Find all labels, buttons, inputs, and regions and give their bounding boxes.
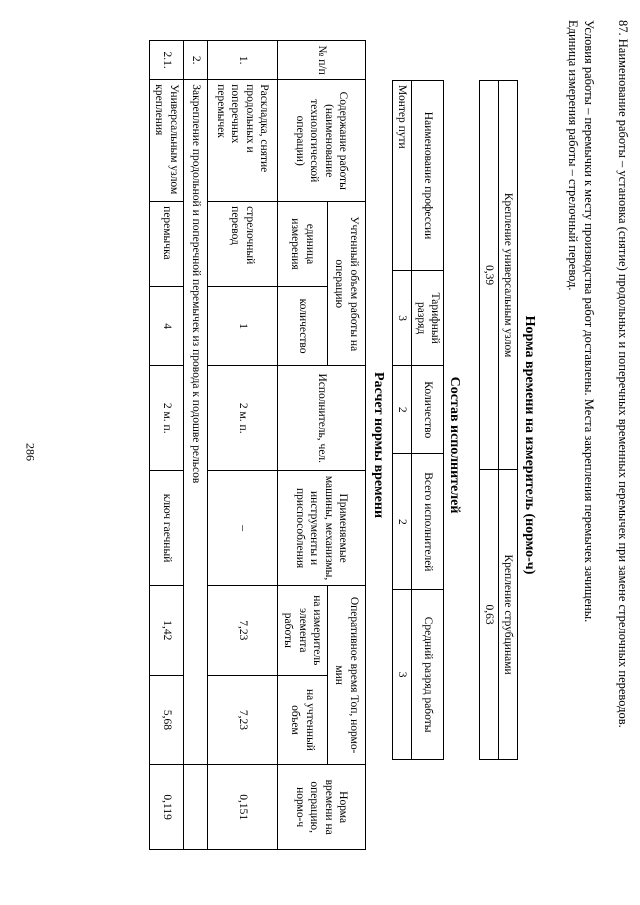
table-row [208,41,278,850]
table-row [184,41,208,850]
staff-table [392,80,444,760]
work-title: 87. Наименование работы – установка (снятие) продольных и поперечных временных перемычек при замене стрелочных переводов. [616,20,630,728]
row3-unit: перемычка [150,202,184,287]
staff-count: 2 [393,366,412,454]
row2-num: 2. [184,41,208,80]
row1-tools: – [208,471,278,586]
row3-qty: 4 [150,286,184,366]
norm-value-clamp: 0,63 [480,470,499,760]
row1-per-unit: 7,23 [208,585,278,675]
work-unit: Единица измерения работы – стрелочный перевод. [566,20,580,291]
page-number: 286 [23,443,38,461]
norm-value-universal: 0,39 [480,81,499,470]
norm-header-clamp: Крепление струбцинами [499,470,518,760]
calc-header-unit: единица измерения [278,202,328,287]
row3-exec: 2 м. п. [150,366,184,471]
norm-heading: Норма времени на измеритель (нормо-ч) [522,315,537,575]
calc-table [149,40,366,850]
row3-num: 2.1. [150,41,184,80]
calc-header-qty: количество [278,286,328,366]
row2-section: Закрепление продольной и поперечной перемычек из провода к подошве рельсов [184,80,208,765]
staff-total: 2 [393,454,412,590]
staff-header-profession: Наименование профессии [412,81,444,271]
row1-unit: стрелочный перевод [208,202,278,287]
row2-empty [184,765,208,850]
table-row [150,41,184,850]
row1-content: Раскладка, снятие продольных и поперечных перемычек [208,80,278,202]
calc-header-optime: Оперативное время Топ, нормо-мин [328,585,366,764]
calc-header-per-volume: на учтенный объем [278,675,328,765]
row3-tools: ключ гаечный [150,471,184,586]
calc-header-norm: Норма времени на операцию, нормо-ч [278,765,366,850]
norm-table [479,80,518,760]
calc-header-executor: Исполнитель, чел. [278,366,366,471]
row1-num: 1. [208,41,278,80]
calc-header-content: Содержание работы (наименование технологической операции) [278,80,366,202]
row1-exec: 2 м. п. [208,366,278,471]
row3-norm: 0,119 [150,765,184,850]
staff-grade: 3 [393,271,412,366]
staff-avg-grade: 3 [393,590,412,760]
row3-content: Универсальным узлом крепления [150,80,184,202]
norm-header-universal: Крепление универсальным узлом [499,81,518,470]
staff-header-avg-grade: Средний разряд работы [412,590,444,760]
rotated-page-content [90,20,630,870]
calc-header-volume: Учтенный объем работы на операцию [328,202,366,366]
staff-header-count: Количество [412,366,444,454]
work-conditions: Условия работы – перемычки к месту производства работ доставлены. Места закрепления перемычек зачищены. [582,20,596,623]
row3-per-volume: 5,68 [150,675,184,765]
row1-qty: 1 [208,286,278,366]
staff-header-total: Всего исполнителей [412,454,444,590]
calc-header-num: № п/п [278,41,366,80]
staff-heading: Состав исполнителей [447,376,462,514]
calc-heading: Расчет нормы времени [371,371,386,519]
row1-per-volume: 7,23 [208,675,278,765]
row3-per-unit: 1,42 [150,585,184,675]
calc-header-per-unit: на измеритель элемента работы [278,585,328,675]
staff-header-grade: Тарифный разряд [412,271,444,366]
row1-norm: 0,151 [208,765,278,850]
calc-header-tools: Применяемые машины, механизмы, инструменты и приспособления [278,471,366,586]
staff-profession: Монтер пути [393,81,412,271]
